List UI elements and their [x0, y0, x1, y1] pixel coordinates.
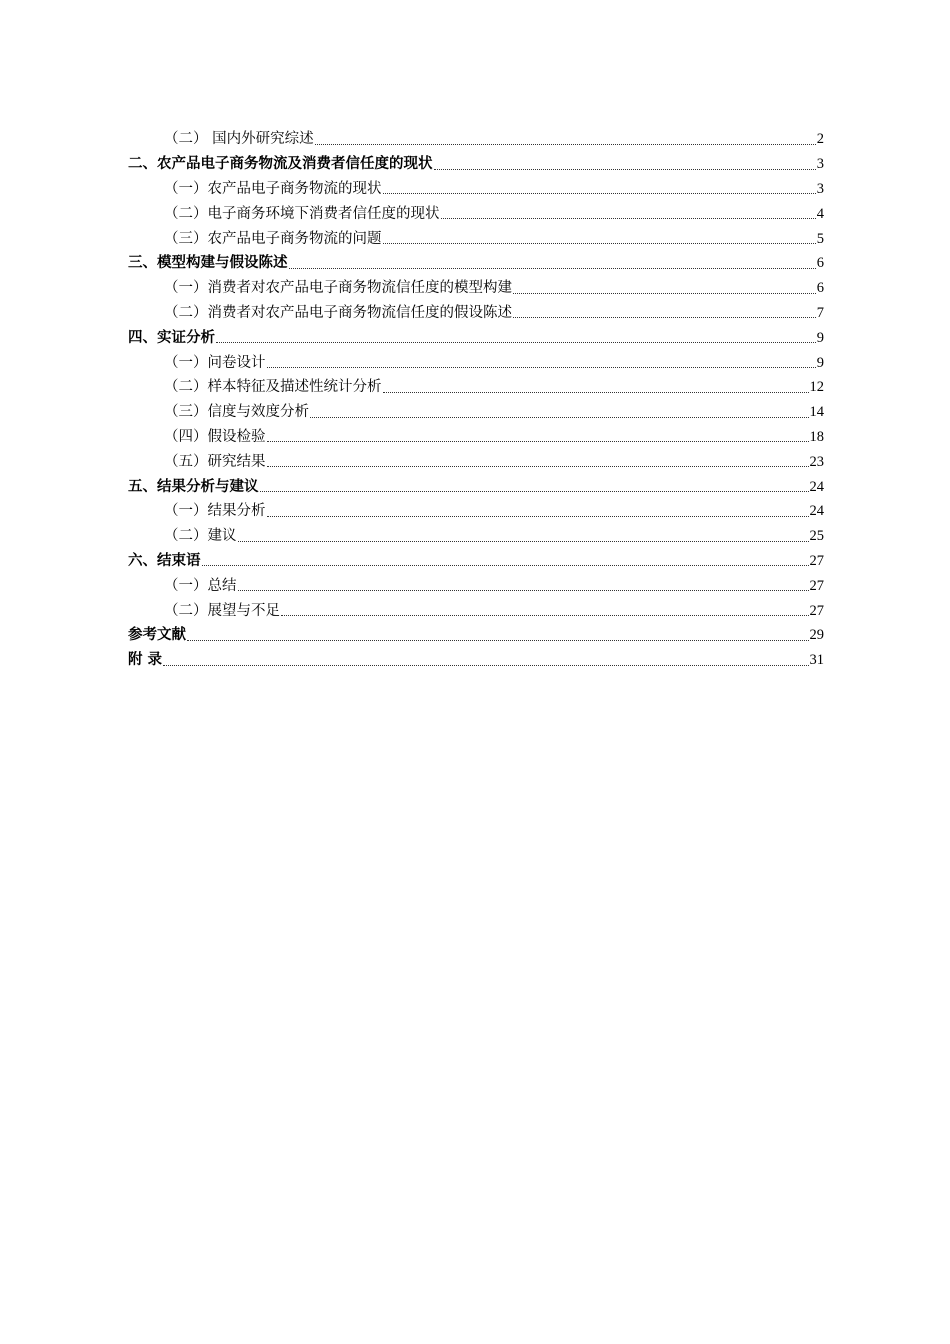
toc-page-number: 6 [816, 280, 824, 297]
toc-entry-title: （二） 国内外研究综述 [164, 131, 314, 148]
toc-dot-leader [281, 615, 809, 616]
toc-entry-title: （二）展望与不足 [164, 602, 280, 619]
toc-entry-title: （一）总结 [164, 577, 237, 594]
toc-entry-title: （二）电子商务环境下消费者信任度的现状 [164, 205, 440, 222]
toc-entry-title: （三）信度与效度分析 [164, 404, 309, 421]
toc-page-number: 3 [816, 156, 824, 173]
toc-entry-section[interactable] [128, 124, 824, 149]
toc-entry-title: （四）假设检验 [164, 428, 266, 445]
toc-entry-section[interactable] [128, 347, 824, 372]
toc-page-number: 27 [809, 552, 824, 569]
toc-page-number: 27 [809, 602, 824, 619]
toc-entry-title: 四、实证分析 [128, 329, 215, 346]
toc-page-number: 5 [816, 230, 824, 247]
toc-entry-section[interactable] [128, 446, 824, 471]
toc-entry-section[interactable] [128, 570, 824, 595]
toc-page-number: 7 [816, 304, 824, 321]
toc-entry-title: 五、结果分析与建议 [128, 478, 259, 495]
toc-page-number: 9 [816, 354, 824, 371]
toc-dot-leader [216, 342, 816, 343]
toc-dot-leader [187, 640, 809, 641]
toc-entry-chapter[interactable] [128, 248, 824, 273]
toc-entry-title: （一）农产品电子商务物流的现状 [164, 181, 382, 197]
toc-page-number: 4 [816, 205, 824, 222]
toc-entry-chapter[interactable] [128, 322, 824, 347]
toc-entry-section[interactable] [128, 298, 824, 323]
toc-entry-title: （一）结果分析 [164, 503, 266, 520]
toc-page-number: 6 [816, 255, 824, 272]
toc-entry-title: （二）建议 [164, 528, 237, 545]
toc-entry-section[interactable] [128, 521, 824, 546]
toc-page-number: 24 [809, 478, 824, 495]
toc-entry-title: 参考文献 [128, 627, 186, 644]
toc-entry-section[interactable] [128, 198, 824, 223]
toc-page-number: 12 [809, 379, 824, 396]
toc-dot-leader [383, 243, 816, 244]
toc-entry-section[interactable] [128, 422, 824, 447]
toc-page-number: 2 [816, 131, 824, 148]
toc-page-number: 24 [809, 503, 824, 520]
toc-dot-leader [441, 218, 816, 219]
toc-page-number: 23 [809, 453, 824, 470]
toc-entry-title: 三、模型构建与假设陈述 [128, 255, 288, 272]
toc-dot-leader [238, 590, 809, 591]
toc-entry-title: 附 录 [128, 652, 163, 669]
toc-page-number: 25 [809, 528, 824, 545]
toc-page-number: 31 [809, 652, 824, 669]
toc-entry-title: （五）研究结果 [164, 453, 266, 470]
toc-entry-chapter[interactable] [128, 149, 824, 174]
toc-dot-leader [260, 491, 809, 492]
toc-dot-leader [267, 367, 816, 368]
toc-page-number: 29 [809, 627, 824, 644]
toc-entry-chapter[interactable] [128, 620, 824, 645]
toc-entry-title: （三）农产品电子商务物流的问题 [164, 230, 382, 247]
table-of-contents [128, 124, 824, 670]
toc-dot-leader [267, 516, 809, 517]
toc-entry-chapter[interactable] [128, 471, 824, 496]
toc-dot-leader [383, 392, 809, 393]
toc-dot-leader [513, 317, 816, 318]
toc-entry-section[interactable] [128, 496, 824, 521]
toc-entry-section[interactable] [128, 273, 824, 298]
toc-entry-chapter[interactable] [128, 546, 824, 571]
toc-dot-leader [383, 193, 816, 194]
toc-dot-leader [202, 565, 809, 566]
toc-entry-title: （一）消费者对农产品电子商务物流信任度的模型构建 [164, 280, 512, 297]
toc-entry-title: （二）消费者对农产品电子商务物流信任度的假设陈述 [164, 304, 512, 321]
toc-page-number: 18 [809, 428, 824, 445]
toc-entry-section[interactable] [128, 223, 824, 248]
toc-entry-section[interactable] [128, 174, 824, 199]
toc-page-number: 27 [809, 577, 824, 594]
toc-dot-leader [267, 466, 809, 467]
toc-entry-section[interactable] [128, 595, 824, 620]
toc-page-number: 9 [816, 329, 824, 346]
toc-dot-leader [434, 169, 816, 170]
toc-dot-leader [267, 441, 809, 442]
toc-dot-leader [163, 665, 808, 666]
toc-entry-title: 二、农产品电子商务物流及消费者信任度的现状 [128, 156, 433, 173]
toc-entry-chapter[interactable] [128, 645, 824, 670]
toc-dot-leader [310, 417, 809, 418]
toc-entry-title: （一）问卷设计 [164, 354, 266, 371]
toc-entry-title: （二）样本特征及描述性统计分析 [164, 379, 382, 396]
toc-dot-leader [238, 541, 809, 542]
toc-page-number: 14 [809, 404, 824, 421]
toc-entry-title: 六、结束语 [128, 552, 201, 569]
toc-dot-leader [289, 268, 816, 269]
toc-entry-section[interactable] [128, 372, 824, 397]
toc-dot-leader [315, 144, 816, 145]
toc-page-number: 3 [816, 181, 824, 197]
toc-dot-leader [513, 293, 816, 294]
toc-entry-section[interactable] [128, 397, 824, 422]
